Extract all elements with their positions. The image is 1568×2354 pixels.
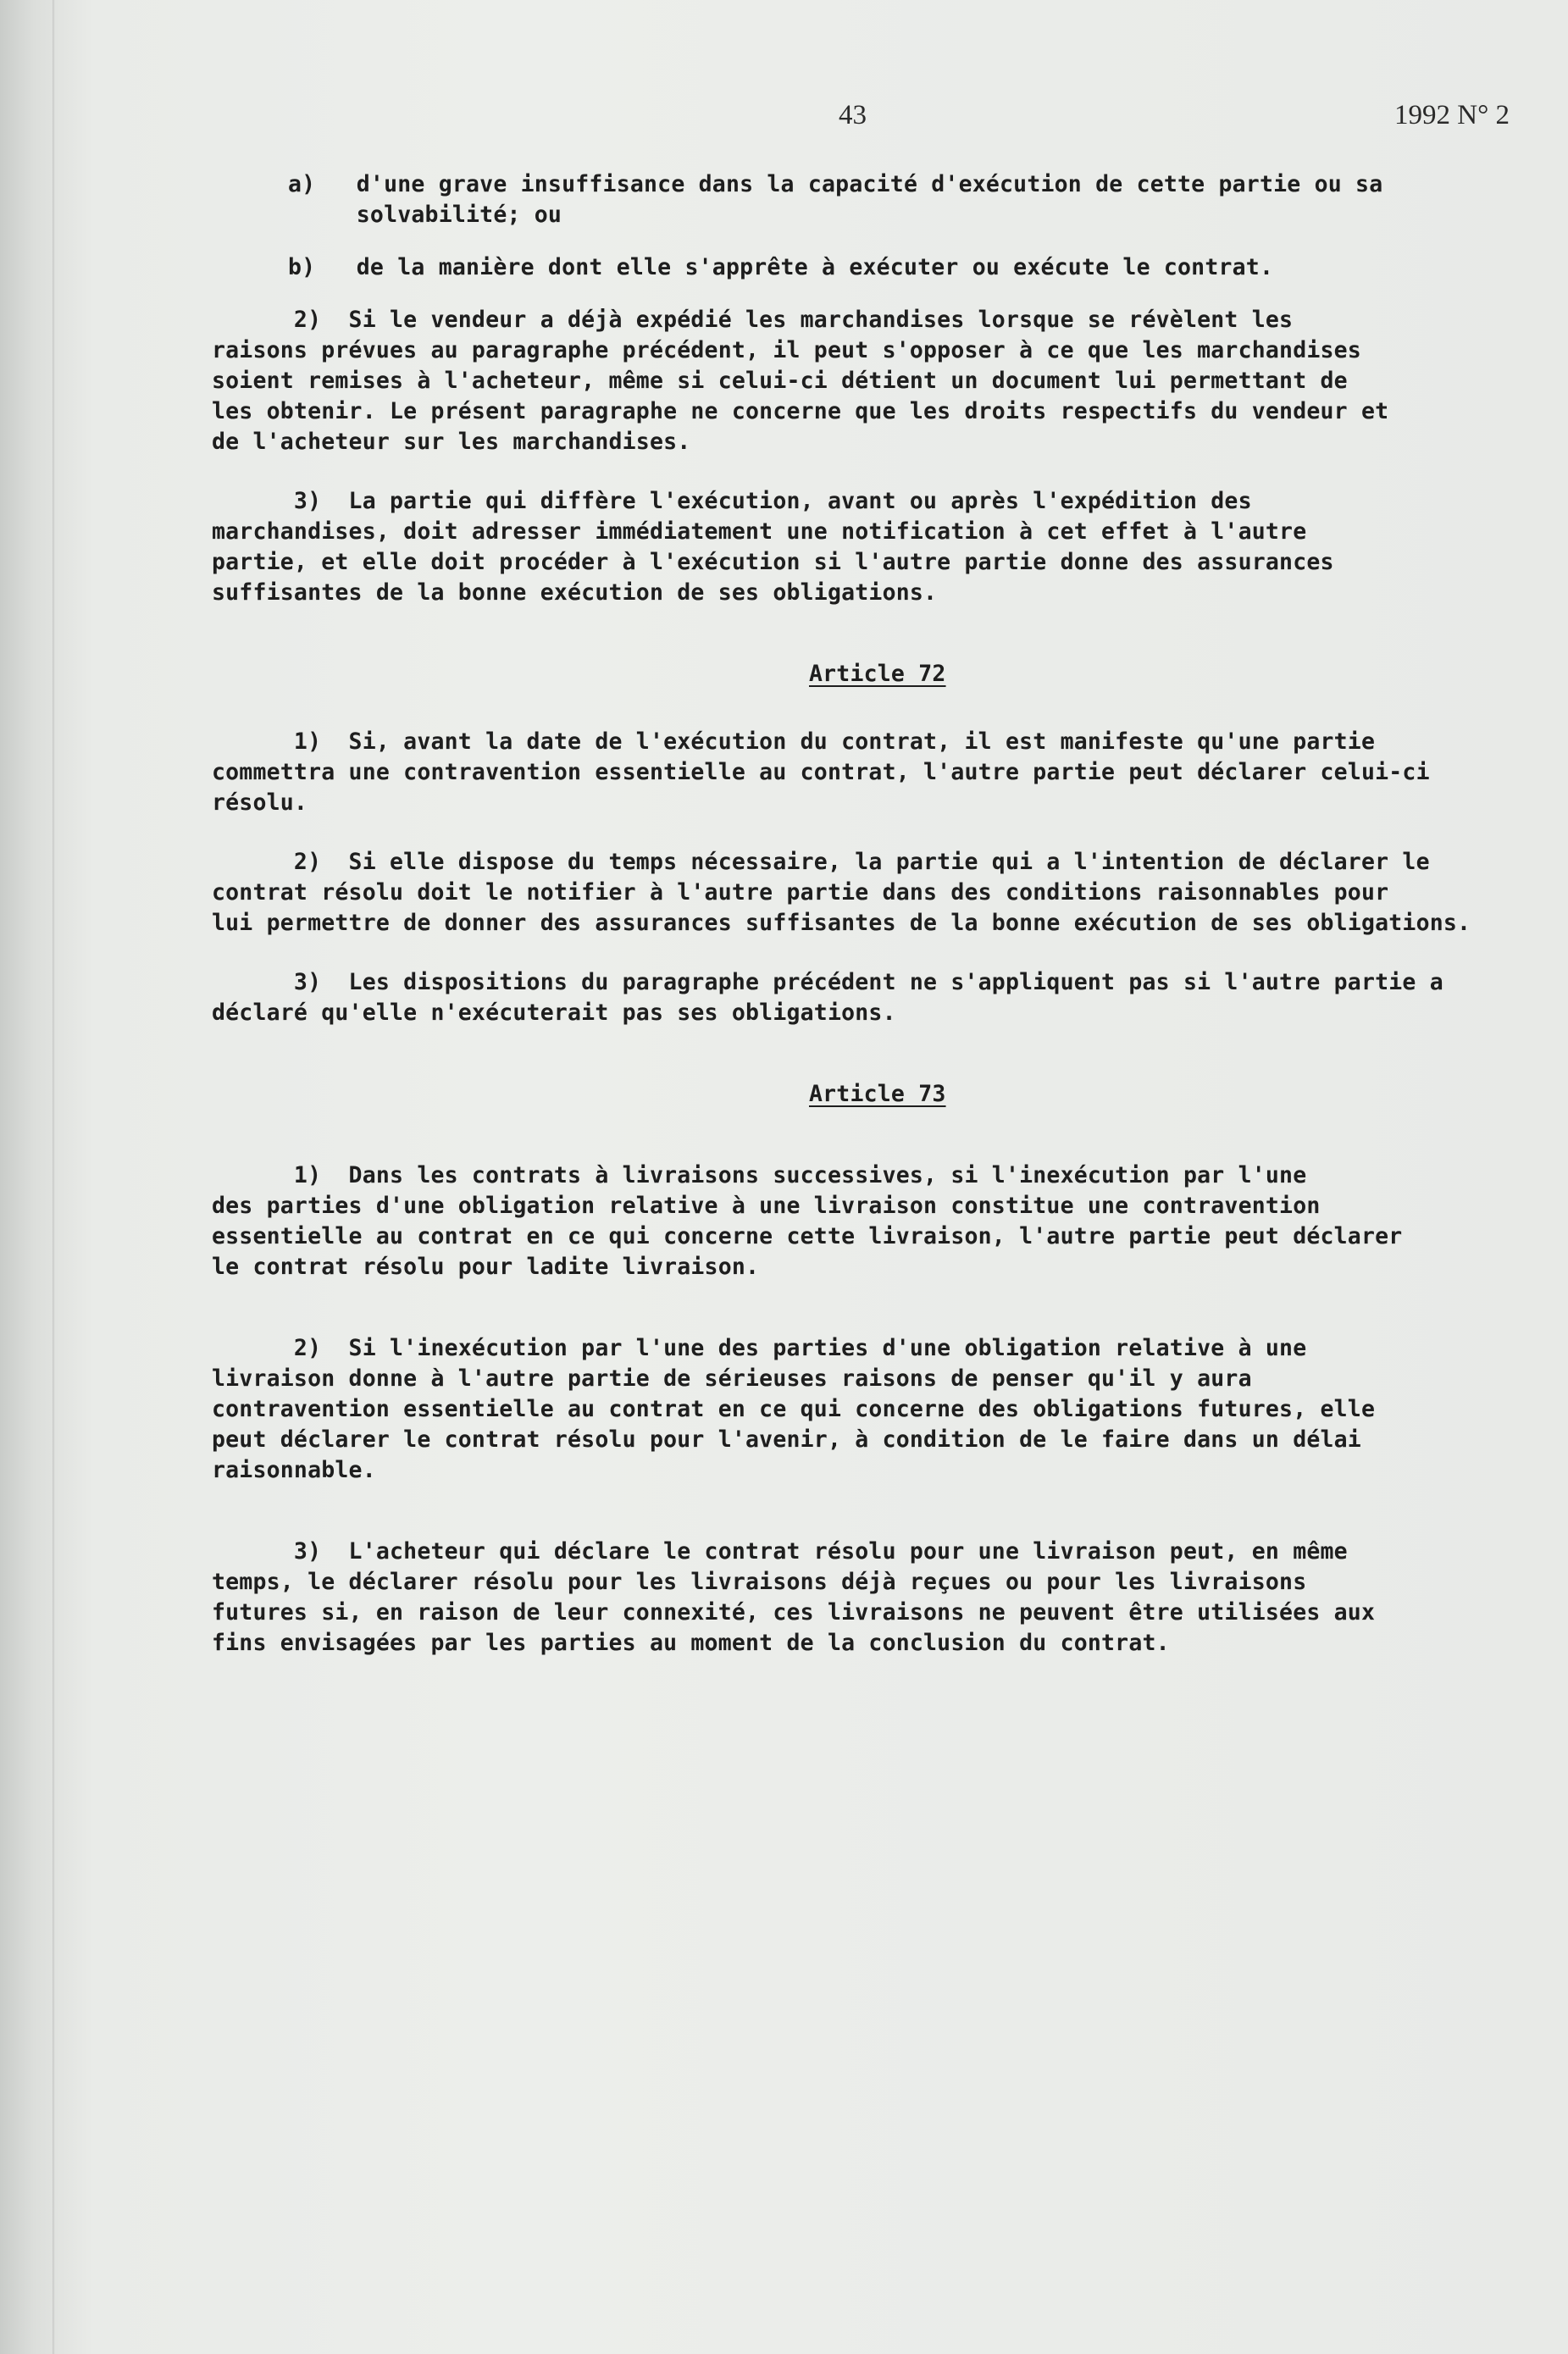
text-line: les obtenir. Le présent paragraphe ne concerne que les droits respectifs du vendeur et [212,398,1389,424]
text-line: peut déclarer le contrat résolu pour l'avenir, à condition de le faire dans un délai [212,1426,1361,1453]
text-line: futures si, en raison de leur connexité, ces livraisons ne peuvent être utilisées aux [212,1599,1376,1626]
paragraph-art73-1 [212,1160,1550,1282]
text-line: soient remises à l'acheteur, même si celui-ci détient un document lui permettant de [212,368,1348,394]
text-line: 3) Les dispositions du paragraphe précédent ne s'appliquent pas si l'autre partie a [212,969,1443,995]
paragraph-item-a [288,169,1550,230]
text-line: lui permettre de donner des assurances suffisantes de la bonne exécution de ses obligations. [212,910,1471,936]
page-number: 43 [839,100,867,130]
paragraph-art73-3 [212,1537,1550,1659]
article-73-heading: Article 73 [809,1081,946,1107]
text-line: de l'acheteur sur les marchandises. [212,429,691,455]
text-line: des parties d'une obligation relative à une livraison constitue une contravention [212,1193,1321,1219]
text-line: raisonnable. [212,1457,376,1483]
issue-label: 1992 N° 2 [1394,100,1510,130]
paragraph-item-b [288,252,1550,283]
text-line: temps, le déclarer résolu pour les livraisons déjà reçues ou pour les livraisons [212,1569,1307,1595]
paragraph-art72-3 [212,967,1550,1028]
text-line: résolu. [212,789,308,816]
document-body [212,169,1550,1659]
text-line: déclaré qu'elle n'exécuterait pas ses obligations. [212,1000,896,1026]
paragraph-art71-2 [212,305,1550,457]
binding-gutter [53,0,55,2354]
text-line: marchandises, doit adresser immédiatement une notification à cet effet à l'autre [212,518,1307,545]
text-line: solvabilité; ou [288,202,562,228]
text-line: contravention essentielle au contrat en ce qui concerne des obligations futures, elle [212,1396,1376,1422]
paragraph-art73-2 [212,1333,1550,1486]
text-line: fins envisagées par les parties au moment de la conclusion du contrat. [212,1630,1170,1656]
text-line: b) de la manière dont elle s'apprête à exécuter ou exécute le contrat. [288,254,1274,280]
text-line: 2) Si elle dispose du temps nécessaire, la partie qui a l'intention de déclarer le [212,849,1430,875]
text-line: partie, et elle doit procéder à l'exécution si l'autre partie donne des assurances [212,549,1334,575]
text-line: essentielle au contrat en ce qui concerne cette livraison, l'autre partie peut déclarer [212,1223,1403,1249]
paragraph-art71-3 [212,486,1550,608]
text-line: livraison donne à l'autre partie de sérieuses raisons de penser qu'il y aura [212,1365,1252,1392]
text-line: suffisantes de la bonne exécution de ses obligations. [212,579,938,606]
text-line: 1) Dans les contrats à livraisons successives, si l'inexécution par l'une [212,1162,1307,1188]
text-line: commettra une contravention essentielle au contrat, l'autre partie peut déclarer celui-ci [212,759,1430,785]
text-line: contrat résolu doit le notifier à l'autre partie dans des conditions raisonnables pour [212,879,1389,906]
page-header [0,100,1568,142]
text-line: 1) Si, avant la date de l'exécution du contrat, il est manifeste qu'une partie [212,728,1376,755]
paragraph-art72-1 [212,727,1550,818]
article-72-heading: Article 72 [809,661,946,687]
text-line: 3) L'acheteur qui déclare le contrat résolu pour une livraison peut, en même [212,1538,1348,1565]
text-line: 2) Si l'inexécution par l'une des parties d'une obligation relative à une [212,1335,1307,1361]
text-line: 2) Si le vendeur a déjà expédié les marchandises lorsque se révèlent les [212,307,1294,333]
paragraph-art72-2 [212,847,1550,939]
text-line: 3) La partie qui diffère l'exécution, avant ou après l'expédition des [212,488,1252,514]
text-line: raisons prévues au paragraphe précédent, il peut s'opposer à ce que les marchandises [212,337,1361,363]
text-line: le contrat résolu pour ladite livraison. [212,1254,760,1280]
text-line: a) d'une grave insuffisance dans la capacité d'exécution de cette partie ou sa [288,171,1383,197]
